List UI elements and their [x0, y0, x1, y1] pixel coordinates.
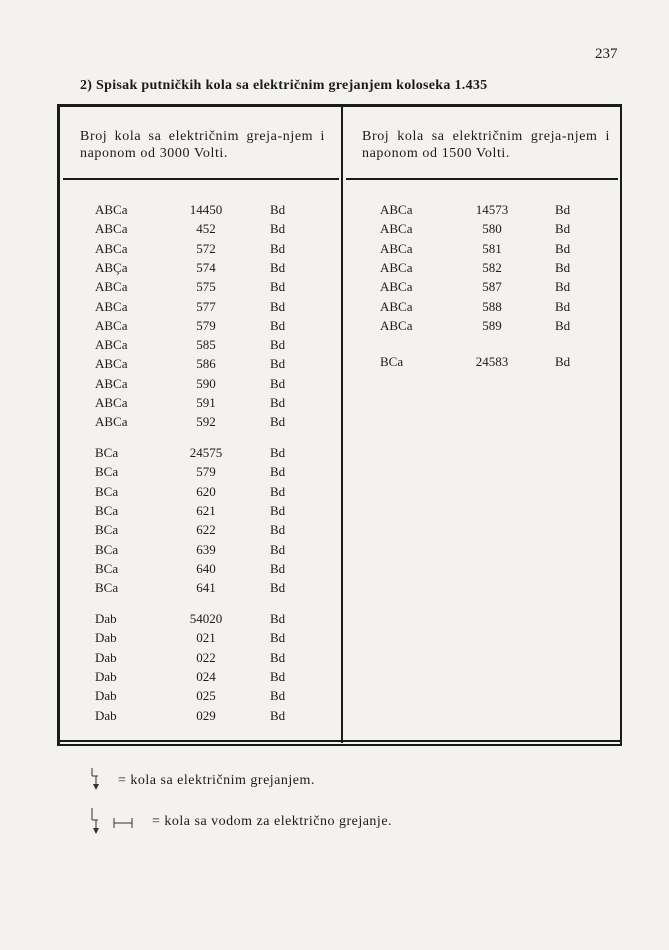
- car-number: 590: [196, 376, 216, 391]
- car-number: 621: [196, 503, 216, 518]
- car-type: ABCa: [380, 318, 413, 333]
- car-number: 587: [482, 279, 502, 294]
- car-type: BCa: [95, 542, 119, 557]
- table-caption: 2) Spisak putničkih kola sa električnim grejanjem koloseka 1.435: [80, 78, 488, 93]
- car-mark: Bd: [270, 299, 286, 314]
- car-type: Dab: [95, 630, 117, 645]
- car-mark: Bd: [270, 221, 286, 236]
- car-number: 641: [196, 580, 216, 595]
- car-type: ABCa: [380, 260, 413, 275]
- page-number: 237: [595, 46, 618, 62]
- car-number: 591: [196, 395, 216, 410]
- car-number: 572: [196, 241, 216, 256]
- column-divider: [341, 106, 343, 743]
- car-type: BCa: [95, 580, 119, 595]
- car-number: 022: [196, 650, 216, 665]
- car-type: ABCa: [380, 279, 413, 294]
- electric-heating-symbol-icon: [84, 766, 114, 796]
- legend-item-electric: = kola sa električnim grejanjem.: [118, 773, 315, 788]
- car-number: 579: [196, 464, 216, 479]
- car-mark: Bd: [270, 503, 286, 518]
- legend-item-water: = kola sa vodom za električno grejanje.: [152, 814, 393, 829]
- car-type: Dab: [95, 708, 117, 723]
- car-mark: Bd: [270, 630, 286, 645]
- car-type: BCa: [95, 484, 119, 499]
- car-number: 582: [482, 260, 502, 275]
- car-number: 14450: [189, 202, 223, 217]
- car-mark: Bd: [270, 279, 286, 294]
- car-mark: Bd: [270, 337, 286, 352]
- car-mark: Bd: [270, 484, 286, 499]
- car-number: 54020: [189, 611, 223, 626]
- car-type: BCa: [95, 522, 119, 537]
- car-mark: Bd: [270, 561, 286, 576]
- car-mark: Bd: [270, 708, 286, 723]
- car-type: ABCa: [380, 299, 413, 314]
- car-type: ABCa: [95, 241, 128, 256]
- car-number: 588: [482, 299, 502, 314]
- car-mark: Bd: [555, 299, 571, 314]
- car-number: 639: [196, 542, 216, 557]
- car-mark: Bd: [270, 202, 286, 217]
- car-mark: Bd: [270, 376, 286, 391]
- header-rule-left: [63, 178, 339, 180]
- car-number: 579: [196, 318, 216, 333]
- car-mark: Bd: [555, 354, 571, 369]
- car-number: 622: [196, 522, 216, 537]
- car-type: ABÇa: [95, 260, 128, 275]
- car-mark: Bd: [270, 356, 286, 371]
- car-type: ABCa: [95, 414, 128, 429]
- car-type: ABCa: [95, 279, 128, 294]
- right-column-header: Broj kola sa električnim greja-njem i naponom od 1500 Volti.: [362, 129, 610, 161]
- car-mark: Bd: [270, 580, 286, 595]
- car-mark: Bd: [270, 241, 286, 256]
- car-number: 24575: [189, 445, 223, 460]
- car-type: ABCa: [95, 337, 128, 352]
- car-number: 575: [196, 279, 216, 294]
- car-mark: Bd: [270, 522, 286, 537]
- car-type: ABCa: [380, 221, 413, 236]
- car-mark: Bd: [270, 542, 286, 557]
- car-mark: Bd: [270, 611, 286, 626]
- car-type: BCa: [95, 561, 119, 576]
- car-type: ABCa: [95, 202, 128, 217]
- car-number: 577: [196, 299, 216, 314]
- car-number: 574: [196, 260, 216, 275]
- car-mark: Bd: [555, 221, 571, 236]
- car-type: BCa: [95, 445, 119, 460]
- car-type: Dab: [95, 650, 117, 665]
- car-type: ABCa: [95, 221, 128, 236]
- car-type: ABCa: [380, 202, 413, 217]
- car-number: 24583: [475, 354, 509, 369]
- car-number: 024: [196, 669, 216, 684]
- car-number: 025: [196, 688, 216, 703]
- car-type: Dab: [95, 611, 117, 626]
- car-type: Dab: [95, 669, 117, 684]
- car-mark: Bd: [555, 279, 571, 294]
- car-mark: Bd: [555, 318, 571, 333]
- left-column-header: Broj kola sa električnim greja-njem i naponom od 3000 Volti.: [80, 129, 325, 161]
- car-type: ABCa: [380, 241, 413, 256]
- car-mark: Bd: [270, 445, 286, 460]
- car-mark: Bd: [270, 414, 286, 429]
- car-number: 620: [196, 484, 216, 499]
- table-bottom-rule-2: [57, 744, 622, 746]
- car-type: ABCa: [95, 395, 128, 410]
- car-mark: Bd: [270, 650, 286, 665]
- car-mark: Bd: [270, 669, 286, 684]
- car-number: 592: [196, 414, 216, 429]
- car-mark: Bd: [270, 395, 286, 410]
- table-frame: [57, 104, 622, 746]
- car-type: ABCa: [95, 376, 128, 391]
- car-mark: Bd: [555, 241, 571, 256]
- car-number: 581: [482, 241, 502, 256]
- car-number: 589: [482, 318, 502, 333]
- water-heating-symbol-icon: [84, 806, 144, 840]
- car-type: BCa: [380, 354, 404, 369]
- car-type: Dab: [95, 688, 117, 703]
- car-number: 586: [196, 356, 216, 371]
- car-type: ABCa: [95, 299, 128, 314]
- car-number: 585: [196, 337, 216, 352]
- car-number: 029: [196, 708, 216, 723]
- car-mark: Bd: [555, 260, 571, 275]
- car-number: 580: [482, 221, 502, 236]
- car-mark: Bd: [270, 464, 286, 479]
- header-rule-right: [346, 178, 618, 180]
- car-type: BCa: [95, 503, 119, 518]
- car-mark: Bd: [270, 688, 286, 703]
- car-type: BCa: [95, 464, 119, 479]
- car-type: ABCa: [95, 356, 128, 371]
- car-number: 640: [196, 561, 216, 576]
- car-mark: Bd: [270, 260, 286, 275]
- table-bottom-rule: [57, 740, 622, 742]
- car-mark: Bd: [555, 202, 571, 217]
- car-mark: Bd: [270, 318, 286, 333]
- car-type: ABCa: [95, 318, 128, 333]
- car-number: 14573: [475, 202, 509, 217]
- car-number: 021: [196, 630, 216, 645]
- car-number: 452: [196, 221, 216, 236]
